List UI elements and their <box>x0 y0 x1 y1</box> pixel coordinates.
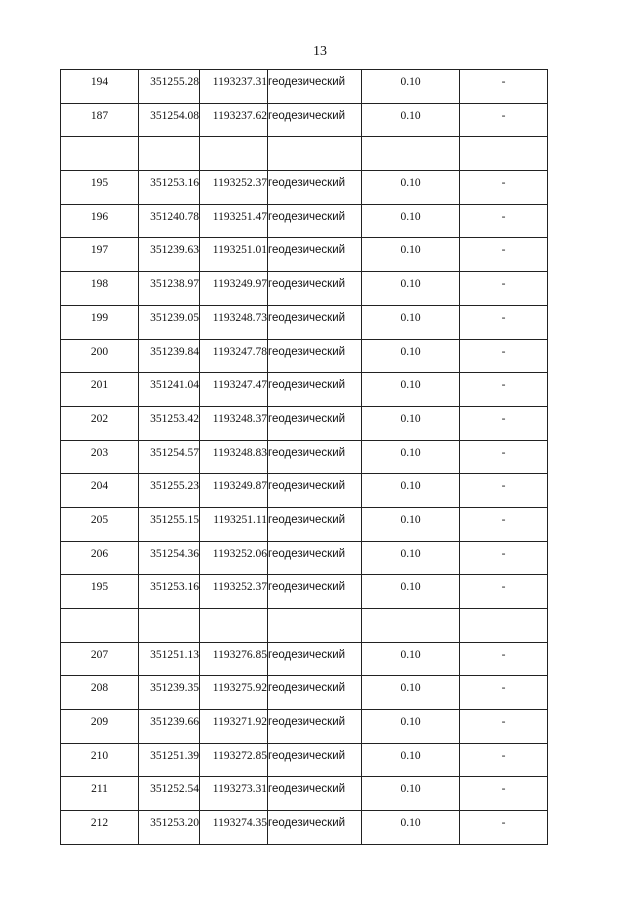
point-number-cell: 195 <box>61 575 139 609</box>
x-coordinate-cell: 351241.04 <box>139 373 200 407</box>
x-coordinate-cell: 351238.97 <box>139 272 200 306</box>
y-coordinate-cell: 1193251.11 <box>200 507 268 541</box>
x-coordinate-cell: 351254.57 <box>139 440 200 474</box>
method-cell: геодезический <box>268 171 362 205</box>
note-cell: - <box>460 305 548 339</box>
table-row <box>61 305 548 339</box>
method-cell: геодезический <box>268 541 362 575</box>
x-coordinate-cell: 351255.23 <box>139 474 200 508</box>
table-row <box>61 70 548 104</box>
table-row <box>61 474 548 508</box>
precision-cell <box>362 137 460 171</box>
y-coordinate-cell: 1193237.31 <box>200 70 268 104</box>
x-coordinate-cell: 351253.16 <box>139 171 200 205</box>
x-coordinate-cell: 351251.13 <box>139 642 200 676</box>
method-cell: геодезический <box>268 339 362 373</box>
point-number-cell: 208 <box>61 676 139 710</box>
method-cell: геодезический <box>268 743 362 777</box>
method-cell <box>268 137 362 171</box>
point-number-cell: 197 <box>61 238 139 272</box>
precision-cell: 0.10 <box>362 103 460 137</box>
point-number-cell: 212 <box>61 811 139 845</box>
precision-cell: 0.10 <box>362 541 460 575</box>
x-coordinate-cell: 351239.35 <box>139 676 200 710</box>
method-cell <box>268 609 362 643</box>
point-number-cell <box>61 609 139 643</box>
y-coordinate-cell: 1193237.62 <box>200 103 268 137</box>
point-number-cell: 205 <box>61 507 139 541</box>
point-number-cell: 194 <box>61 70 139 104</box>
y-coordinate-cell: 1193275.92 <box>200 676 268 710</box>
table-row <box>61 373 548 407</box>
x-coordinate-cell: 351255.15 <box>139 507 200 541</box>
method-cell: геодезический <box>268 238 362 272</box>
precision-cell: 0.10 <box>362 204 460 238</box>
point-number-cell: 207 <box>61 642 139 676</box>
x-coordinate-cell: 351253.16 <box>139 575 200 609</box>
table-row <box>61 575 548 609</box>
y-coordinate-cell <box>200 137 268 171</box>
precision-cell: 0.10 <box>362 575 460 609</box>
note-cell: - <box>460 575 548 609</box>
method-cell: геодезический <box>268 70 362 104</box>
method-cell: геодезический <box>268 474 362 508</box>
method-cell: геодезический <box>268 406 362 440</box>
y-coordinate-cell: 1193248.83 <box>200 440 268 474</box>
y-coordinate-cell: 1193252.06 <box>200 541 268 575</box>
note-cell: - <box>460 204 548 238</box>
note-cell: - <box>460 272 548 306</box>
y-coordinate-cell: 1193252.37 <box>200 575 268 609</box>
point-number-cell: 187 <box>61 103 139 137</box>
method-cell: геодезический <box>268 440 362 474</box>
precision-cell: 0.10 <box>362 339 460 373</box>
note-cell: - <box>460 541 548 575</box>
note-cell <box>460 137 548 171</box>
y-coordinate-cell: 1193247.47 <box>200 373 268 407</box>
point-number-cell: 206 <box>61 541 139 575</box>
table-row <box>61 406 548 440</box>
precision-cell: 0.10 <box>362 710 460 744</box>
note-cell <box>460 609 548 643</box>
x-coordinate-cell: 351239.63 <box>139 238 200 272</box>
table-row <box>61 204 548 238</box>
note-cell: - <box>460 710 548 744</box>
point-number-cell: 211 <box>61 777 139 811</box>
method-cell: геодезический <box>268 642 362 676</box>
method-cell: геодезический <box>268 507 362 541</box>
x-coordinate-cell <box>139 137 200 171</box>
x-coordinate-cell: 351254.36 <box>139 541 200 575</box>
method-cell: геодезический <box>268 272 362 306</box>
precision-cell: 0.10 <box>362 474 460 508</box>
point-number-cell: 199 <box>61 305 139 339</box>
precision-cell: 0.10 <box>362 777 460 811</box>
x-coordinate-cell: 351253.42 <box>139 406 200 440</box>
note-cell: - <box>460 811 548 845</box>
y-coordinate-cell: 1193249.87 <box>200 474 268 508</box>
precision-cell: 0.10 <box>362 406 460 440</box>
y-coordinate-cell: 1193248.73 <box>200 305 268 339</box>
table-row <box>61 811 548 845</box>
precision-cell: 0.10 <box>362 507 460 541</box>
x-coordinate-cell: 351253.20 <box>139 811 200 845</box>
note-cell: - <box>460 440 548 474</box>
method-cell: геодезический <box>268 777 362 811</box>
y-coordinate-cell: 1193248.37 <box>200 406 268 440</box>
point-number-cell: 200 <box>61 339 139 373</box>
y-coordinate-cell: 1193247.78 <box>200 339 268 373</box>
point-number-cell: 196 <box>61 204 139 238</box>
method-cell: геодезический <box>268 575 362 609</box>
table-row <box>61 609 548 643</box>
x-coordinate-cell: 351252.54 <box>139 777 200 811</box>
note-cell: - <box>460 642 548 676</box>
precision-cell: 0.10 <box>362 676 460 710</box>
y-coordinate-cell: 1193249.97 <box>200 272 268 306</box>
x-coordinate-cell <box>139 609 200 643</box>
method-cell: геодезический <box>268 204 362 238</box>
method-cell: геодезический <box>268 710 362 744</box>
table-row <box>61 777 548 811</box>
note-cell: - <box>460 103 548 137</box>
point-number-cell <box>61 137 139 171</box>
note-cell: - <box>460 373 548 407</box>
method-cell: геодезический <box>268 103 362 137</box>
method-cell: геодезический <box>268 373 362 407</box>
precision-cell: 0.10 <box>362 272 460 306</box>
table-row <box>61 440 548 474</box>
point-number-cell: 210 <box>61 743 139 777</box>
note-cell: - <box>460 406 548 440</box>
precision-cell: 0.10 <box>362 238 460 272</box>
method-cell: геодезический <box>268 676 362 710</box>
table-row <box>61 743 548 777</box>
coordinates-table <box>60 69 548 845</box>
page-number: 13 <box>313 44 327 59</box>
note-cell: - <box>460 70 548 104</box>
x-coordinate-cell: 351239.66 <box>139 710 200 744</box>
x-coordinate-cell: 351240.78 <box>139 204 200 238</box>
table-row <box>61 676 548 710</box>
table-row <box>61 710 548 744</box>
table-row <box>61 272 548 306</box>
precision-cell: 0.10 <box>362 305 460 339</box>
y-coordinate-cell: 1193252.37 <box>200 171 268 205</box>
y-coordinate-cell <box>200 609 268 643</box>
table-row <box>61 137 548 171</box>
point-number-cell: 203 <box>61 440 139 474</box>
x-coordinate-cell: 351254.08 <box>139 103 200 137</box>
precision-cell: 0.10 <box>362 440 460 474</box>
point-number-cell: 209 <box>61 710 139 744</box>
precision-cell: 0.10 <box>362 811 460 845</box>
y-coordinate-cell: 1193274.35 <box>200 811 268 845</box>
table-row <box>61 238 548 272</box>
x-coordinate-cell: 351255.28 <box>139 70 200 104</box>
table-row <box>61 171 548 205</box>
method-cell: геодезический <box>268 811 362 845</box>
point-number-cell: 201 <box>61 373 139 407</box>
y-coordinate-cell: 1193273.31 <box>200 777 268 811</box>
x-coordinate-cell: 351239.05 <box>139 305 200 339</box>
table-row <box>61 541 548 575</box>
precision-cell: 0.10 <box>362 373 460 407</box>
table-row <box>61 507 548 541</box>
point-number-cell: 202 <box>61 406 139 440</box>
table-row <box>61 642 548 676</box>
y-coordinate-cell: 1193276.85 <box>200 642 268 676</box>
precision-cell: 0.10 <box>362 642 460 676</box>
point-number-cell: 204 <box>61 474 139 508</box>
x-coordinate-cell: 351239.84 <box>139 339 200 373</box>
precision-cell: 0.10 <box>362 171 460 205</box>
method-cell: геодезический <box>268 305 362 339</box>
note-cell: - <box>460 676 548 710</box>
y-coordinate-cell: 1193272.85 <box>200 743 268 777</box>
precision-cell <box>362 609 460 643</box>
note-cell: - <box>460 171 548 205</box>
point-number-cell: 195 <box>61 171 139 205</box>
y-coordinate-cell: 1193271.92 <box>200 710 268 744</box>
note-cell: - <box>460 777 548 811</box>
y-coordinate-cell: 1193251.01 <box>200 238 268 272</box>
precision-cell: 0.10 <box>362 743 460 777</box>
table-row <box>61 103 548 137</box>
precision-cell: 0.10 <box>362 70 460 104</box>
table-body <box>61 70 548 845</box>
x-coordinate-cell: 351251.39 <box>139 743 200 777</box>
note-cell: - <box>460 507 548 541</box>
note-cell: - <box>460 339 548 373</box>
table-row <box>61 339 548 373</box>
note-cell: - <box>460 238 548 272</box>
point-number-cell: 198 <box>61 272 139 306</box>
note-cell: - <box>460 474 548 508</box>
y-coordinate-cell: 1193251.47 <box>200 204 268 238</box>
note-cell: - <box>460 743 548 777</box>
